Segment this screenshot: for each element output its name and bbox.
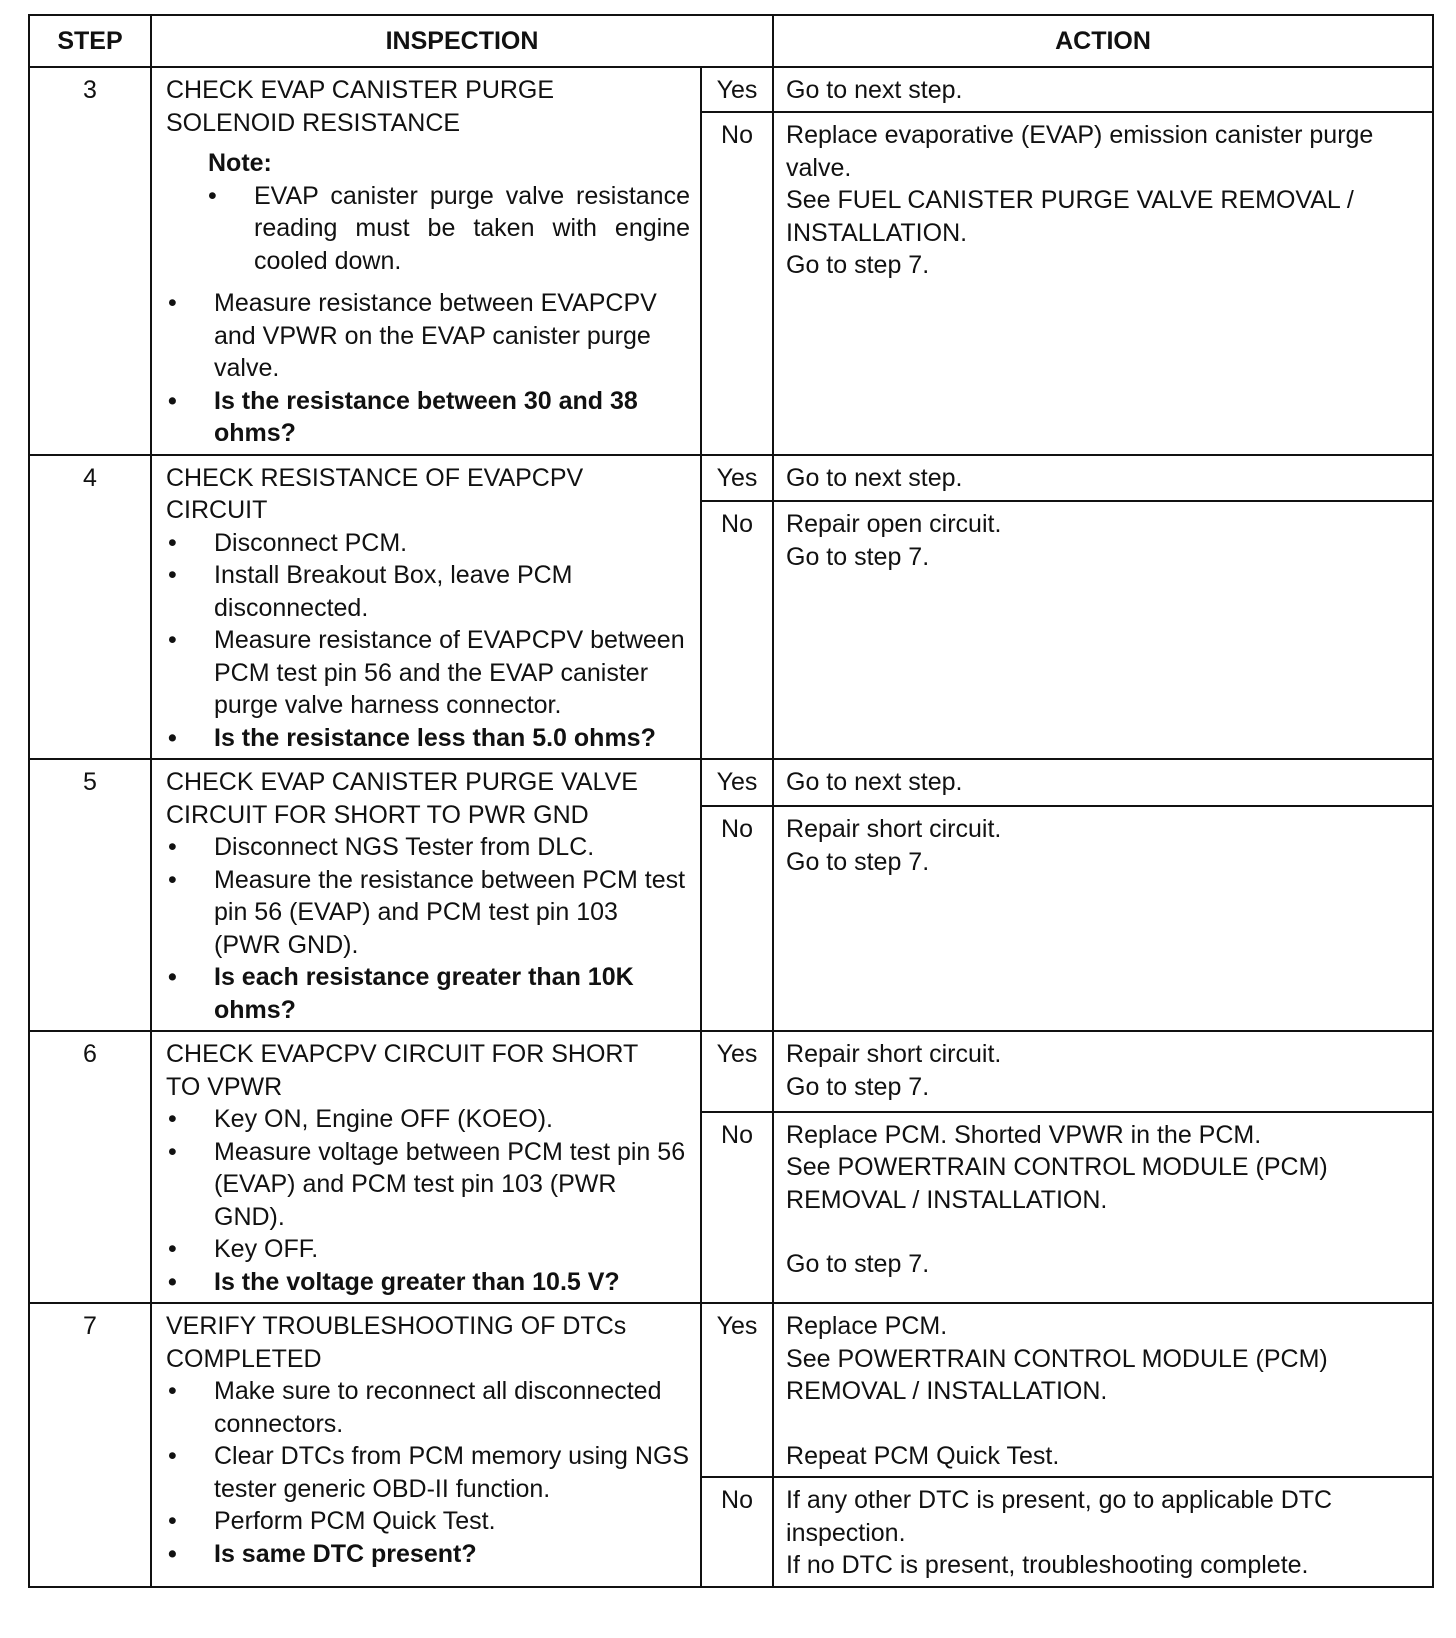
inspection-question: • Is the resistance less than 5.0 ohms? [166, 722, 690, 755]
step-number: 5 [29, 759, 151, 1031]
inspection-item: • Clear DTCs from PCM memory using NGS tester generic OBD-II function. [166, 1440, 690, 1505]
action-line: Replace PCM. Shorted VPWR in the PCM. [786, 1120, 1262, 1149]
inspection-question: • Is same DTC present? [166, 1538, 690, 1571]
no-action [773, 806, 1433, 1031]
action-line: Go to next step. [786, 76, 963, 104]
action-line: Replace PCM. [786, 1312, 948, 1340]
no-label: No [701, 806, 773, 1031]
action-line: Go to step 7. [786, 251, 930, 280]
note-label: Note: [208, 149, 272, 177]
troubleshooting-document [28, 14, 1432, 1588]
action-line: Repair short circuit. [786, 1040, 1002, 1068]
action-line: See FUEL CANISTER PURGE VALVE REMOVAL / INSTALLATION. [786, 186, 1354, 247]
action-spacer [786, 1216, 1424, 1248]
inspection-item: • Disconnect NGS Tester from DLC. [166, 831, 690, 864]
action-line: Replace evaporative (EVAP) emission canister purge valve. [786, 121, 1374, 182]
yes-action [773, 1303, 1433, 1477]
no-action [773, 501, 1433, 759]
inspection-header: INSPECTION [151, 15, 773, 67]
yes-action [773, 455, 1433, 502]
step-number: 6 [29, 1031, 151, 1303]
inspection-list [166, 1375, 690, 1570]
inspection-item: • Measure the resistance between PCM test pin 56 (EVAP) and PCM test pin 103 (PWR GND). [166, 864, 690, 962]
yes-label: Yes [701, 455, 773, 502]
action-spacer [786, 1408, 1424, 1440]
step-header: STEP [29, 15, 151, 67]
action-line: Go to next step. [786, 768, 963, 796]
inspection-item: • Perform PCM Quick Test. [166, 1505, 690, 1538]
step-row [29, 455, 1433, 502]
inspection-cell [151, 67, 701, 455]
inspection-list [166, 831, 690, 1026]
inspection-title: VERIFY TROUBLESHOOTING OF DTCs COMPLETED [166, 1312, 627, 1373]
inspection-title: CHECK EVAP CANISTER PURGE VALVE CIRCUIT FOR SHORT TO PWR GND [166, 768, 638, 829]
yes-action [773, 1031, 1433, 1112]
header-row [29, 15, 1433, 67]
inspection-item: • Key ON, Engine OFF (KOEO). [166, 1103, 690, 1136]
no-label: No [701, 1477, 773, 1587]
no-action [773, 1112, 1433, 1303]
step-number: 3 [29, 67, 151, 455]
action-line: Go to next step. [786, 463, 963, 492]
no-label: No [701, 1112, 773, 1303]
action-line: Go to step 7. [786, 847, 930, 876]
yes-label: Yes [701, 759, 773, 806]
inspection-item: • Measure resistance of EVAPCPV between PCM test pin 56 and the EVAP canister purge valve harness connector. [166, 624, 690, 722]
action-line: Repair short circuit. [786, 815, 1002, 844]
yes-label: Yes [701, 1031, 773, 1112]
step-number: 7 [29, 1303, 151, 1587]
step-number: 4 [29, 455, 151, 760]
step-row [29, 759, 1433, 806]
no-action [773, 1477, 1433, 1587]
inspection-title: CHECK RESISTANCE OF EVAPCPV CIRCUIT [166, 463, 584, 524]
troubleshooting-table [28, 14, 1434, 1588]
step-row [29, 67, 1433, 112]
yes-action [773, 759, 1433, 806]
step-row [29, 1303, 1433, 1477]
inspection-item: • Install Breakout Box, leave PCM disconnected. [166, 559, 690, 624]
inspection-title: CHECK EVAP CANISTER PURGE SOLENOID RESISTANCE [166, 76, 555, 137]
inspection-cell [151, 759, 701, 1031]
inspection-question: • Is each resistance greater than 10K ohms? [166, 961, 690, 1026]
action-line: Go to step 7. [786, 1072, 930, 1101]
yes-action [773, 67, 1433, 112]
yes-label: Yes [701, 67, 773, 112]
note-block [208, 147, 690, 277]
inspection-title: CHECK EVAPCPV CIRCUIT FOR SHORT TO VPWR [166, 1040, 639, 1101]
action-line: If no DTC is present, troubleshooting complete. [786, 1551, 1309, 1579]
inspection-question: • Is the voltage greater than 10.5 V? [166, 1266, 690, 1299]
inspection-item: • Measure voltage between PCM test pin 56 (EVAP) and PCM test pin 103 (PWR GND). [166, 1136, 690, 1234]
action-line: See POWERTRAIN CONTROL MODULE (PCM) REMOVAL / INSTALLATION. [786, 1153, 1328, 1214]
action-line: If any other DTC is present, go to applicable DTC inspection. [786, 1486, 1333, 1547]
inspection-item: • Key OFF. [166, 1233, 690, 1266]
inspection-item: • Measure resistance between EVAPCPV and VPWR on the EVAP canister purge valve. [166, 287, 690, 385]
step-row [29, 1031, 1433, 1112]
yes-label: Yes [701, 1303, 773, 1477]
no-label: No [701, 112, 773, 454]
action-header: ACTION [773, 15, 1433, 67]
inspection-cell [151, 1031, 701, 1303]
inspection-list [166, 287, 690, 450]
inspection-cell [151, 1303, 701, 1587]
inspection-item: • Disconnect PCM. [166, 527, 690, 560]
inspection-item: • Make sure to reconnect all disconnected connectors. [166, 1375, 690, 1440]
note-item: • EVAP canister purge valve resistance reading must be taken with engine cooled down. [208, 180, 690, 278]
no-action [773, 112, 1433, 454]
action-line: Go to step 7. [786, 542, 930, 571]
action-line: Repair open circuit. [786, 510, 1002, 539]
action-line: Repeat PCM Quick Test. [786, 1441, 1060, 1470]
inspection-question: • Is the resistance between 30 and 38 ohms? [166, 385, 690, 450]
action-line: See POWERTRAIN CONTROL MODULE (PCM) REMOVAL / INSTALLATION. [786, 1344, 1328, 1405]
no-label: No [701, 501, 773, 759]
inspection-list [166, 527, 690, 755]
action-line: Go to step 7. [786, 1250, 930, 1279]
inspection-list [166, 1103, 690, 1298]
inspection-cell [151, 455, 701, 760]
